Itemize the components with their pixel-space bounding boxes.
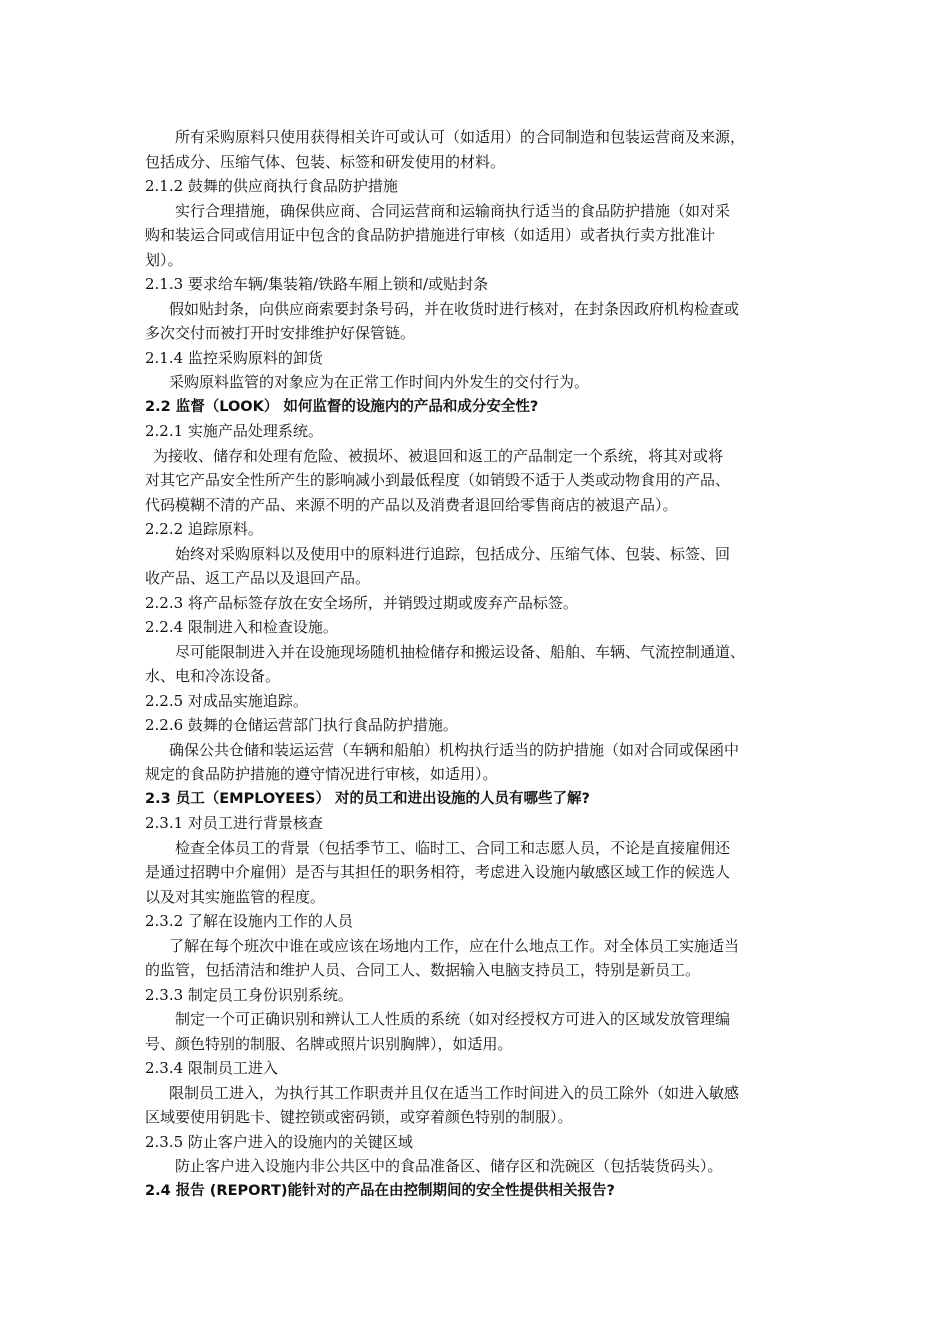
paragraph-line: 了解在每个班次中谁在或应该在场地内工作，应在什么地点工作。对全体员工实施适当 <box>169 936 740 955</box>
subsection-heading: 2.3.5 防止客户进入的设施内的关键区域 <box>145 1132 413 1151</box>
subsection-heading: 2.1.2 鼓舞的供应商执行食品防护措施 <box>145 177 398 195</box>
subsection-heading: 2.3.3 制定员工身份识别系统。 <box>145 985 353 1004</box>
subsection-heading: 2.2.3 将产品标签存放在安全场所，并销毁过期或废弃产品标签。 <box>145 593 578 612</box>
section-heading: 2.3 员工（EMPLOYEES） 对的员工和进出设施的人员有哪些了解? <box>145 790 590 807</box>
subsection-heading: 2.3.2 了解在设施内工作的人员 <box>145 912 353 930</box>
subsection-heading: 2.2.6 鼓舞的仓储运营部门执行食品防护措施。 <box>145 716 458 734</box>
section-heading: 2.4 报告 (REPORT)能针对的产品在由控制期间的安全性提供相关报告? <box>145 1182 615 1199</box>
paragraph-line: 尽可能限制进入并在设施现场随机抽检储存和搬运设备、船舶、车辆、气流控制通道、 <box>175 642 746 661</box>
paragraph-line: 以及对其实施监管的程度。 <box>145 887 326 906</box>
document-body <box>145 125 835 1203</box>
paragraph-line: 是通过招聘中介雇佣）是否与其担任的职务相符，考虑进入设施内敏感区域工作的候选人 <box>145 863 731 881</box>
subsection-heading: 2.2.5 对成品实施追踪。 <box>145 691 308 710</box>
subsection-heading: 2.2.2 追踪原料。 <box>145 520 263 538</box>
paragraph-line: 区域要使用钥匙卡、键控锁或密码锁，或穿着颜色特别的制服）。 <box>145 1108 573 1126</box>
subsection-heading: 2.3.4 限制员工进入 <box>145 1059 278 1077</box>
paragraph-line: 限制员工进入，为执行其工作职责并且仅在适当工作时间进入的员工除外（如进入敏感 <box>169 1083 740 1102</box>
paragraph-line: 所有采购原料只使用获得相关许可或认可（如适用）的合同制造和包装运营商及来源， <box>175 128 746 146</box>
paragraph-line: 代码模糊不清的产品、来源不明的产品以及消费者退回给零售商店的被退产品）。 <box>145 495 678 514</box>
subsection-heading: 2.2.4 限制进入和检查设施。 <box>145 618 338 636</box>
paragraph-line: 确保公共仓储和装运运营（车辆和船舶）机构执行适当的防护措施（如对合同或保函中 <box>169 740 740 759</box>
subsection-heading: 2.2.1 实施产品处理系统。 <box>145 422 323 440</box>
paragraph-line: 对其它产品安全性所产生的影响减小到最低程度（如销毁不适于人类或动物食用的产品、 <box>145 471 731 489</box>
subsection-heading: 2.1.3 要求给车辆/集装箱/铁路车厢上锁和/或贴封条 <box>145 275 489 293</box>
paragraph-line: 号、颜色特别的制服、名牌或照片识别胸牌），如适用。 <box>145 1034 513 1053</box>
subsection-heading: 2.3.1 对员工进行背景核查 <box>145 814 323 832</box>
paragraph-line: 规定的食品防护措施的遵守情况进行审核，如适用）。 <box>145 765 498 783</box>
paragraph-line: 采购原料监管的对象应为在正常工作时间内外发生的交付行为。 <box>169 373 590 391</box>
paragraph-line: 检查全体员工的背景（包括季节工、临时工、合同工和志愿人员，不论是直接雇佣还 <box>175 838 731 857</box>
section-heading: 2.2 监督（LOOK） 如何监督的设施内的产品和成分安全性? <box>145 398 539 415</box>
paragraph-line: 假如贴封条，向供应商索要封条号码，并在收货时进行核对，在封条因政府机构检查或 <box>169 299 740 318</box>
paragraph-line: 包括成分、压缩气体、包装、标签和研发使用的材料。 <box>145 152 506 171</box>
paragraph-line: 购和装运合同或信用证中包含的食品防护措施进行审核（如适用）或者执行卖方批准计 <box>145 226 716 244</box>
paragraph-line: 实行合理措施，确保供应商、合同运营商和运输商执行适当的食品防护措施（如对采 <box>175 201 731 220</box>
paragraph-line: 划）。 <box>145 250 183 269</box>
paragraph-line: 的监管，包括清洁和维护人员、合同工人、数据输入电脑支持员工，特别是新员工。 <box>145 961 701 979</box>
paragraph-line: 始终对采购原料以及使用中的原料进行追踪，包括成分、压缩气体、包装、标签、回 <box>175 544 731 563</box>
paragraph-line: 为接收、储存和处理有危险、被损坏、被退回和返工的产品制定一个系统，将其对或将 <box>153 446 724 465</box>
subsection-heading: 2.1.4 监控采购原料的卸货 <box>145 348 323 367</box>
paragraph-line: 多次交付而被打开时安排维护好保管链。 <box>145 324 416 342</box>
paragraph-line: 防止客户进入设施内非公共区中的食品准备区、储存区和洗碗区（包括装货码头）。 <box>175 1157 723 1175</box>
paragraph-line: 水、电和冷冻设备。 <box>145 667 281 685</box>
paragraph-line: 制定一个可正确识别和辨认工人性质的系统（如对经授权方可进入的区域发放管理编 <box>175 1010 731 1028</box>
paragraph-line: 收产品、返工产品以及退回产品。 <box>145 569 371 587</box>
